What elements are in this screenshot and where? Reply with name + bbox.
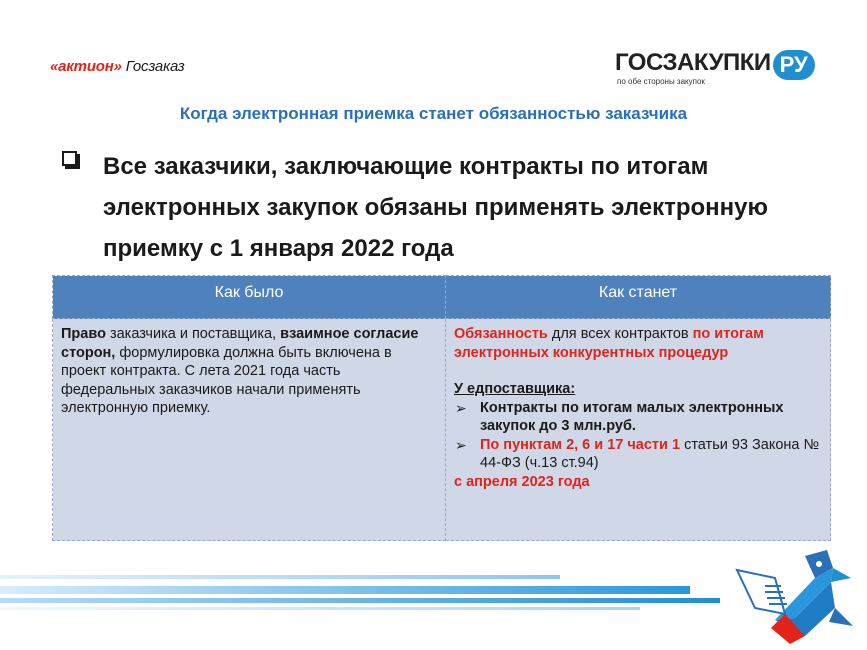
main-statement: Все заказчики, заключающие контракты по итогам электронных закупок обязаны применять электронную приемку с 1 января 2022 года: [103, 153, 769, 262]
arrow-bullet-icon: ➢: [455, 436, 467, 453]
list-item: [454, 436, 822, 473]
table-header-row: [53, 276, 831, 319]
checkbox-bullet-icon: [62, 151, 77, 166]
arrow-bullet-icon: ➢: [455, 399, 467, 416]
logo-right-ru: РУ: [773, 50, 815, 80]
left-text-4: формулировка должна быть включена в проект контракта. С лета 2021 года часть федеральных заказчиков начали применять электронную приемку.: [61, 344, 392, 416]
right-item-2-red: По пунктам 2, 6 и 17 части 1: [480, 436, 681, 453]
aktion-goszakaz-logo: [50, 58, 185, 75]
comparison-table: [52, 275, 831, 541]
right-text-1: Обязанность: [454, 326, 548, 342]
slide-heading: Когда электронная приемка станет обязанностью заказчика: [179, 104, 688, 123]
table-row: [53, 319, 831, 541]
origami-bird-icon: [735, 548, 865, 648]
cell-after: [446, 319, 831, 541]
right-text-2: для всех контрактов: [547, 326, 693, 342]
header-before: Как было: [53, 276, 446, 319]
left-text-3: взаимное согласие сторон,: [61, 326, 419, 361]
goszakupki-logo: [615, 50, 815, 84]
cell-before: [53, 319, 446, 541]
left-text-2: заказчика и поставщика,: [105, 326, 281, 342]
list-item: [454, 399, 822, 436]
header-after: Как станет: [446, 276, 831, 319]
left-text-1: Право: [61, 326, 106, 342]
right-date: с апреля 2023 года: [454, 473, 590, 490]
logo-right-tagline: по обе стороны закупок: [617, 77, 705, 86]
logo-left-part2: Госзаказ: [125, 58, 185, 75]
right-subhead: У едпоставщика:: [454, 381, 576, 397]
right-list: [454, 399, 822, 473]
right-item-1: Контракты по итогам малых электронных закупок до 3 млн.руб.: [480, 399, 784, 434]
right-item-2-rest: статьи 93 Закона № 44-ФЗ (ч.13 ст.94): [480, 436, 820, 471]
logo-right-word: ГОСЗАКУПКИ: [615, 49, 771, 76]
logo-left-part1: «актион»: [50, 58, 122, 75]
right-text-3: по итогам электронных конкурентных процедур: [454, 326, 764, 361]
